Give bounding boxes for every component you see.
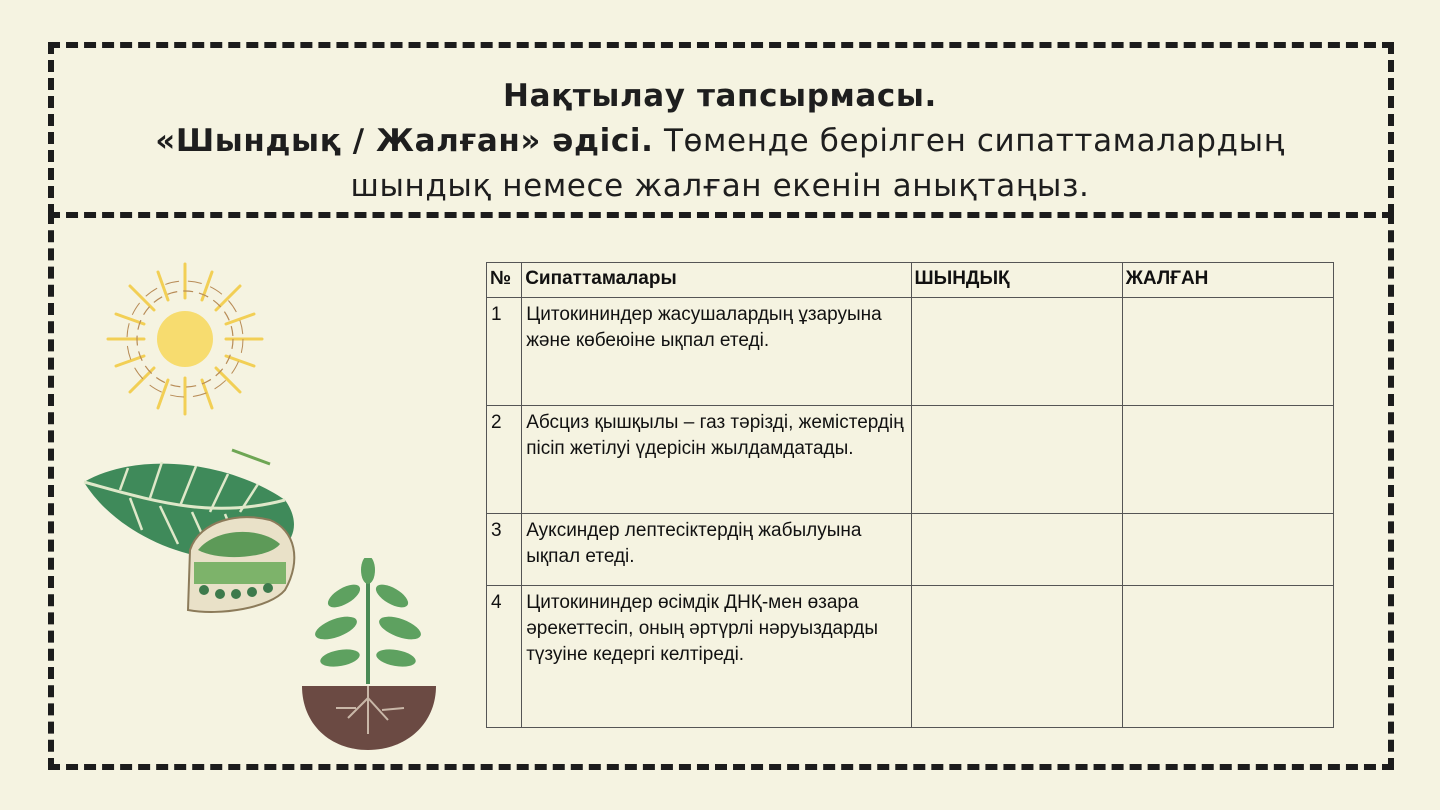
header-number: №	[487, 263, 522, 298]
row-number: 4	[487, 586, 522, 728]
seedling-illustration	[296, 558, 442, 754]
row-true-cell[interactable]	[911, 586, 1122, 728]
row-true-cell[interactable]	[911, 298, 1122, 406]
row-description: Цитокининдер өсімдік ДНҚ-мен өзара әрекеттесіп, оның әртүрлі нәруыздарды түзуіне кедергі келтіреді.	[522, 586, 911, 728]
row-description: Ауксиндер лептесіктердің жабылуына ықпал етеді.	[522, 514, 911, 586]
instruction-part2: шындық немесе жалған екенін анықтаңыз.	[350, 168, 1090, 204]
row-false-cell[interactable]	[1122, 514, 1333, 586]
table-row	[487, 586, 1334, 728]
header-true: ШЫНДЫҚ	[911, 263, 1122, 298]
method-label: «Шындық / Жалған» әдісі.	[155, 123, 654, 159]
table-row	[487, 406, 1334, 514]
table-row	[487, 298, 1334, 406]
leaf-illustration	[80, 440, 310, 620]
row-number: 1	[487, 298, 522, 406]
header-false: ЖАЛҒАН	[1122, 263, 1333, 298]
row-description: Абсциз қышқылы – газ тәрізді, жемістердің пісіп жетілуі үдерісін жылдамдатады.	[522, 406, 911, 514]
row-false-cell[interactable]	[1122, 298, 1333, 406]
row-description: Цитокининдер жасушалардың ұзаруына және көбеюіне ықпал етеді.	[522, 298, 911, 406]
table-row	[487, 514, 1334, 586]
row-number: 2	[487, 406, 522, 514]
row-true-cell[interactable]	[911, 406, 1122, 514]
true-false-table	[486, 262, 1334, 728]
task-title: Нақтылау тапсырмасы.	[503, 78, 937, 114]
task-heading	[60, 74, 1380, 209]
table-header-row	[487, 263, 1334, 298]
sun-icon	[104, 260, 266, 420]
row-number: 3	[487, 514, 522, 586]
row-false-cell[interactable]	[1122, 406, 1333, 514]
row-true-cell[interactable]	[911, 514, 1122, 586]
row-false-cell[interactable]	[1122, 586, 1333, 728]
header-description: Сипаттамалары	[522, 263, 911, 298]
instruction-part1: Төменде берілген сипаттамалардың	[663, 123, 1285, 159]
